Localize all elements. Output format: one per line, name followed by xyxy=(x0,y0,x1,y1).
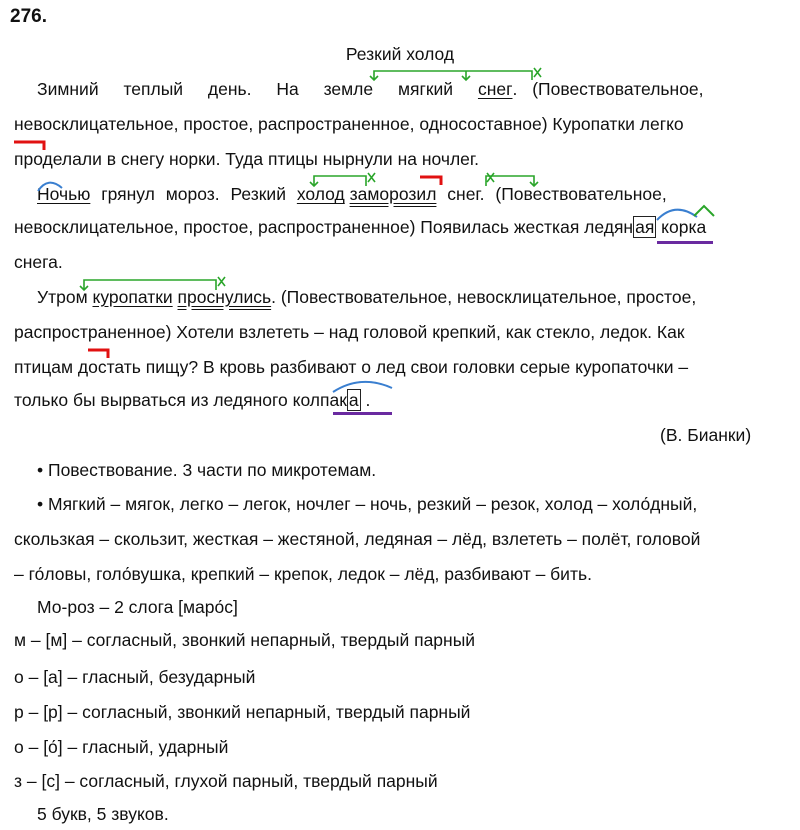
p1-line2: невосклицательное, простое, распространенное, односоставное) Куропатки легко xyxy=(14,114,684,134)
subject-sneg: снег xyxy=(477,79,513,99)
phonetics-head: Мо-роз – 2 слога [маро́с] xyxy=(37,597,238,617)
phonetics-row: м – [м] – согласный, звонкий непарный, твердый парный xyxy=(14,630,476,650)
p2-line1: Ночью грянул мороз. Резкий холод заморозил снег. (Повествовательное, xyxy=(37,184,667,204)
p1-line1: Зимний теплый день. На земле мягкий снег. (Повествовательное, xyxy=(37,79,704,99)
predicate-prosnulis: проснулись xyxy=(177,287,272,307)
word-kolpak-root: колпак xyxy=(292,390,347,410)
ending-box: ая xyxy=(635,217,655,237)
subject-kuropatki: куропатки xyxy=(92,287,173,307)
suffix-caret xyxy=(694,206,714,216)
p2-line3: снега. xyxy=(14,252,63,272)
p3-line1: Утром куропатки проснулись. (Повествовательное, невосклицательное, простое, xyxy=(37,287,697,307)
ending-box-2: а xyxy=(348,390,359,410)
bullet-2-line3: – го́ловы, голо́вушка, крепкий – крепок, ледок – лёд, разбивают – бить. xyxy=(14,564,592,584)
phonetics-row: о – [о́] – гласный, ударный xyxy=(14,737,229,757)
phonetics-summary: 5 букв, 5 звуков. xyxy=(37,804,169,824)
predicate-zamorozil: заморозил xyxy=(349,184,437,204)
phonetics-row: р – [р] – согласный, звонкий непарный, твердый парный xyxy=(14,702,471,722)
stem-underline-2 xyxy=(333,412,392,415)
p3-line4: только бы вырваться из ледяного колпак а . xyxy=(14,390,371,410)
phonetics-row: о – [а] – гласный, безударный xyxy=(14,667,256,687)
p1-line3: проделали в снегу норки. Туда птицы нырнули на ночлег. xyxy=(14,149,480,169)
word-ledyan-root: ледян xyxy=(584,217,634,237)
bullet-1: • Повествование. 3 части по микротемам. xyxy=(37,460,377,480)
p3-line3: птицам достать пищу? В кровь разбивают о лед свои головки серые куропаточки – xyxy=(14,357,689,377)
bullet-2-line2: скользкая – скользит, жесткая – жестяной, ледяная – лёд, взлететь – полёт, головой xyxy=(14,529,701,549)
stem-underline-1 xyxy=(657,241,713,244)
phonetics-row: з – [с] – согласный, глухой парный, твердый парный xyxy=(14,771,438,791)
word-nochyu: Ночью xyxy=(37,184,91,204)
subject-kholod: холод xyxy=(296,184,345,204)
p2-line2: невосклицательное, простое, распространенное) Появилась жесткая ледян ая корка xyxy=(14,217,707,237)
bullet-2-line1: • Мягкий – мягок, легко – легок, ночлег – ночь, резкий – резок, холод – холо́дный, xyxy=(37,494,698,514)
exercise-number: 276. xyxy=(10,6,47,27)
author: (В. Бианки) xyxy=(660,425,752,445)
p3-line2: распространенное) Хотели взлететь – над головой крепкий, как стекло, ледок. Как xyxy=(14,322,685,342)
text-title: Резкий холод xyxy=(345,44,455,64)
